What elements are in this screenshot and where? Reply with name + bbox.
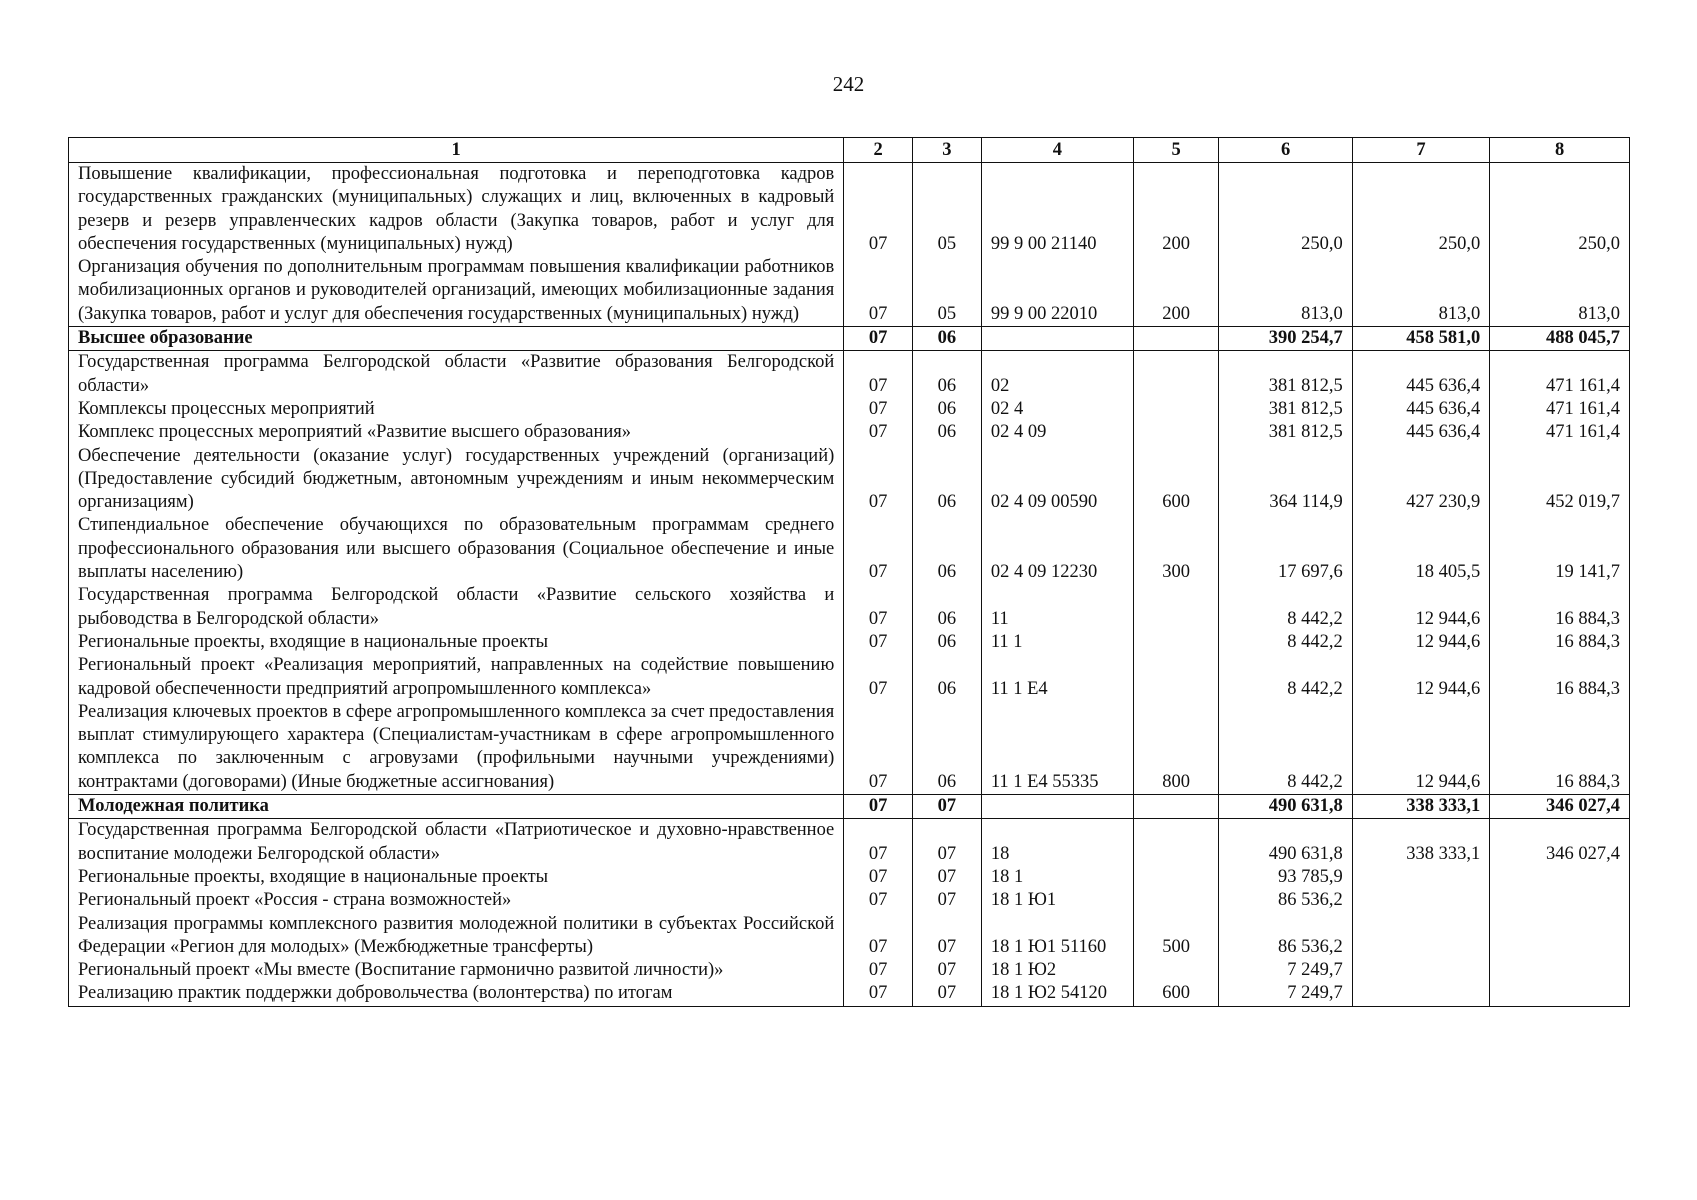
row-name: Региональные проекты, входящие в национальные проекты xyxy=(69,631,844,654)
expense-type-code xyxy=(1133,584,1218,631)
table-row xyxy=(69,701,1630,795)
amount-year-2: 445 636,4 xyxy=(1352,398,1490,421)
section-code: 07 xyxy=(844,351,913,398)
section-code: 07 xyxy=(844,398,913,421)
amount-year-1: 490 631,8 xyxy=(1219,795,1352,819)
section-code: 07 xyxy=(844,866,913,889)
target-article-code: 11 1 Е4 xyxy=(981,654,1133,701)
expense-type-code xyxy=(1133,654,1218,701)
target-article-code: 02 4 09 xyxy=(981,421,1133,444)
amount-year-1: 381 812,5 xyxy=(1219,351,1352,398)
amount-year-1: 7 249,7 xyxy=(1219,959,1352,982)
amount-year-3: 346 027,4 xyxy=(1490,795,1630,819)
amount-year-2: 427 230,9 xyxy=(1352,445,1490,515)
table-row xyxy=(69,163,1630,257)
column-header: 6 xyxy=(1219,138,1352,163)
section-code: 07 xyxy=(844,795,913,819)
amount-year-2: 12 944,6 xyxy=(1352,654,1490,701)
row-name: Стипендиальное обеспечение обучающихся по образовательным программам среднего профессионального образования или высшего образования (Социальное обеспечение и иные выплаты населению) xyxy=(69,514,844,584)
amount-year-3: 16 884,3 xyxy=(1490,631,1630,654)
table-row xyxy=(69,889,1630,912)
row-name: Региональный проект «Реализация мероприятий, направленных на содействие повышению кадровой обеспеченности предприятий агропромышленного комплекса» xyxy=(69,654,844,701)
amount-year-1: 17 697,6 xyxy=(1219,514,1352,584)
table-row xyxy=(69,913,1630,960)
section-code: 07 xyxy=(844,421,913,444)
target-article-code: 02 4 09 12230 xyxy=(981,514,1133,584)
expense-type-code: 800 xyxy=(1133,701,1218,795)
amount-year-3 xyxy=(1490,913,1630,960)
amount-year-2: 338 333,1 xyxy=(1352,819,1490,866)
subsection-code: 05 xyxy=(913,163,982,257)
section-code: 07 xyxy=(844,445,913,515)
amount-year-1: 7 249,7 xyxy=(1219,982,1352,1006)
subsection-code: 06 xyxy=(913,631,982,654)
amount-year-3: 471 161,4 xyxy=(1490,351,1630,398)
amount-year-2 xyxy=(1352,959,1490,982)
amount-year-2: 18 405,5 xyxy=(1352,514,1490,584)
target-article-code: 18 1 Ю1 xyxy=(981,889,1133,912)
amount-year-1: 8 442,2 xyxy=(1219,701,1352,795)
table-row xyxy=(69,819,1630,866)
amount-year-1: 381 812,5 xyxy=(1219,421,1352,444)
section-code: 07 xyxy=(844,631,913,654)
amount-year-3: 16 884,3 xyxy=(1490,654,1630,701)
row-name: Молодежная политика xyxy=(69,795,844,819)
target-article-code: 02 xyxy=(981,351,1133,398)
amount-year-2: 250,0 xyxy=(1352,163,1490,257)
amount-year-1: 86 536,2 xyxy=(1219,889,1352,912)
subsection-code: 07 xyxy=(913,819,982,866)
section-code: 07 xyxy=(844,327,913,351)
page-number: 242 xyxy=(832,72,865,96)
row-name: Государственная программа Белгородской области «Развитие образования Белгородской области» xyxy=(69,351,844,398)
expense-type-code xyxy=(1133,959,1218,982)
target-article-code xyxy=(981,327,1133,351)
header-row xyxy=(69,138,1630,163)
row-name: Реализация программы комплексного развития молодежной политики в субъектах Российской Федерации «Регион для молодых» (Межбюджетные трансферты) xyxy=(69,913,844,960)
amount-year-2 xyxy=(1352,982,1490,1006)
column-header: 4 xyxy=(981,138,1133,163)
subsection-code: 06 xyxy=(913,584,982,631)
expense-type-code xyxy=(1133,421,1218,444)
amount-year-2: 445 636,4 xyxy=(1352,421,1490,444)
amount-year-1: 813,0 xyxy=(1219,256,1352,326)
target-article-code: 99 9 00 21140 xyxy=(981,163,1133,257)
amount-year-2: 12 944,6 xyxy=(1352,584,1490,631)
row-name: Повышение квалификации, профессиональная подготовка и переподготовка кадров государственных гражданских (муниципальных) служащих и лиц, включенных в кадровый резерв и резерв управленческих кадров области (Закупка товаров, работ и услуг для обеспечения государственных (муниципальных) нужд) xyxy=(69,163,844,257)
target-article-code: 18 1 xyxy=(981,866,1133,889)
target-article-code: 18 1 Ю2 54120 xyxy=(981,982,1133,1006)
amount-year-1: 8 442,2 xyxy=(1219,654,1352,701)
row-name: Комплекс процессных мероприятий «Развитие высшего образования» xyxy=(69,421,844,444)
subsection-code: 06 xyxy=(913,654,982,701)
section-code: 07 xyxy=(844,256,913,326)
section-code: 07 xyxy=(844,889,913,912)
expense-type-code xyxy=(1133,398,1218,421)
section-code: 07 xyxy=(844,584,913,631)
row-name: Региональный проект «Россия - страна возможностей» xyxy=(69,889,844,912)
amount-year-2 xyxy=(1352,889,1490,912)
amount-year-1: 381 812,5 xyxy=(1219,398,1352,421)
subsection-code: 07 xyxy=(913,913,982,960)
amount-year-3: 19 141,7 xyxy=(1490,514,1630,584)
target-article-code: 02 4 xyxy=(981,398,1133,421)
row-name: Государственная программа Белгородской области «Развитие сельского хозяйства и рыбоводства в Белгородской области» xyxy=(69,584,844,631)
subsection-code: 07 xyxy=(913,982,982,1006)
amount-year-3: 452 019,7 xyxy=(1490,445,1630,515)
subsection-code: 06 xyxy=(913,398,982,421)
expense-type-code: 200 xyxy=(1133,256,1218,326)
subsection-code: 06 xyxy=(913,514,982,584)
section-row xyxy=(69,327,1630,351)
target-article-code: 11 1 xyxy=(981,631,1133,654)
expense-type-code: 600 xyxy=(1133,445,1218,515)
row-name: Реализация ключевых проектов в сфере агропромышленного комплекса за счет предоставления выплат стимулирующего характера (Специалистам-участникам в сфере агропромышленного комплекса по заключенным с агровузами (профильными научными учреждениями) контрактами (договорами) (Иные бюджетные ассигнования) xyxy=(69,701,844,795)
amount-year-3: 250,0 xyxy=(1490,163,1630,257)
expense-type-code xyxy=(1133,795,1218,819)
section-code: 07 xyxy=(844,514,913,584)
subsection-code: 07 xyxy=(913,959,982,982)
section-code: 07 xyxy=(844,701,913,795)
amount-year-1: 8 442,2 xyxy=(1219,631,1352,654)
table-row xyxy=(69,631,1630,654)
amount-year-3 xyxy=(1490,866,1630,889)
expense-type-code: 300 xyxy=(1133,514,1218,584)
table-row xyxy=(69,421,1630,444)
subsection-code: 07 xyxy=(913,866,982,889)
amount-year-3 xyxy=(1490,889,1630,912)
column-header: 1 xyxy=(69,138,844,163)
table-row xyxy=(69,654,1630,701)
amount-year-2: 12 944,6 xyxy=(1352,701,1490,795)
row-name: Региональный проект «Мы вместе (Воспитание гармонично развитой личности)» xyxy=(69,959,844,982)
table-row xyxy=(69,584,1630,631)
row-name: Обеспечение деятельности (оказание услуг) государственных учреждений (организаций) (Предоставление субсидий бюджетным, автономным учреждениям и иным некоммерческим организациям) xyxy=(69,445,844,515)
expense-type-code xyxy=(1133,631,1218,654)
subsection-code: 06 xyxy=(913,445,982,515)
target-article-code xyxy=(981,795,1133,819)
table-row xyxy=(69,959,1630,982)
column-header: 8 xyxy=(1490,138,1630,163)
amount-year-1: 364 114,9 xyxy=(1219,445,1352,515)
column-header: 5 xyxy=(1133,138,1218,163)
target-article-code: 11 1 Е4 55335 xyxy=(981,701,1133,795)
amount-year-2: 445 636,4 xyxy=(1352,351,1490,398)
target-article-code: 99 9 00 22010 xyxy=(981,256,1133,326)
column-header: 7 xyxy=(1352,138,1490,163)
amount-year-2: 338 333,1 xyxy=(1352,795,1490,819)
subsection-code: 07 xyxy=(913,889,982,912)
expense-type-code xyxy=(1133,889,1218,912)
target-article-code: 02 4 09 00590 xyxy=(981,445,1133,515)
row-name: Организация обучения по дополнительным программам повышения квалификации работников мобилизационных органов и руководителей организаций, имеющих мобилизационные задания (Закупка товаров, работ и услуг для обеспечения государственных (муниципальных) нужд) xyxy=(69,256,844,326)
amount-year-1: 86 536,2 xyxy=(1219,913,1352,960)
target-article-code: 18 1 Ю2 xyxy=(981,959,1133,982)
amount-year-1: 8 442,2 xyxy=(1219,584,1352,631)
amount-year-1: 490 631,8 xyxy=(1219,819,1352,866)
subsection-code: 06 xyxy=(913,701,982,795)
section-code: 07 xyxy=(844,959,913,982)
subsection-code: 06 xyxy=(913,421,982,444)
row-name: Комплексы процессных мероприятий xyxy=(69,398,844,421)
table-row xyxy=(69,398,1630,421)
section-code: 07 xyxy=(844,819,913,866)
amount-year-3: 813,0 xyxy=(1490,256,1630,326)
expense-type-code: 200 xyxy=(1133,163,1218,257)
row-name: Реализацию практик поддержки добровольчества (волонтерства) по итогам xyxy=(69,982,844,1006)
amount-year-3: 471 161,4 xyxy=(1490,421,1630,444)
row-name: Высшее образование xyxy=(69,327,844,351)
expense-type-code xyxy=(1133,327,1218,351)
target-article-code: 18 1 Ю1 51160 xyxy=(981,913,1133,960)
subsection-code: 06 xyxy=(913,351,982,398)
table-row xyxy=(69,256,1630,326)
amount-year-2 xyxy=(1352,913,1490,960)
section-code: 07 xyxy=(844,654,913,701)
column-header: 2 xyxy=(844,138,913,163)
row-name: Государственная программа Белгородской области «Патриотическое и духовно-нравственное воспитание молодежи Белгородской области» xyxy=(69,819,844,866)
budget-table xyxy=(68,137,1630,1007)
section-row xyxy=(69,795,1630,819)
target-article-code: 11 xyxy=(981,584,1133,631)
amount-year-3: 16 884,3 xyxy=(1490,701,1630,795)
expense-type-code xyxy=(1133,351,1218,398)
amount-year-3: 16 884,3 xyxy=(1490,584,1630,631)
amount-year-3 xyxy=(1490,959,1630,982)
subsection-code: 05 xyxy=(913,256,982,326)
subsection-code: 06 xyxy=(913,327,982,351)
amount-year-3: 488 045,7 xyxy=(1490,327,1630,351)
expense-type-code: 500 xyxy=(1133,913,1218,960)
amount-year-3 xyxy=(1490,982,1630,1006)
section-code: 07 xyxy=(844,982,913,1006)
section-code: 07 xyxy=(844,913,913,960)
amount-year-2: 458 581,0 xyxy=(1352,327,1490,351)
amount-year-3: 346 027,4 xyxy=(1490,819,1630,866)
expense-type-code xyxy=(1133,866,1218,889)
table-row xyxy=(69,351,1630,398)
table-row xyxy=(69,982,1630,1006)
expense-type-code: 600 xyxy=(1133,982,1218,1006)
amount-year-2 xyxy=(1352,866,1490,889)
amount-year-1: 93 785,9 xyxy=(1219,866,1352,889)
target-article-code: 18 xyxy=(981,819,1133,866)
table-row xyxy=(69,445,1630,515)
table-row xyxy=(69,514,1630,584)
amount-year-1: 250,0 xyxy=(1219,163,1352,257)
column-header: 3 xyxy=(913,138,982,163)
amount-year-2: 813,0 xyxy=(1352,256,1490,326)
amount-year-3: 471 161,4 xyxy=(1490,398,1630,421)
row-name: Региональные проекты, входящие в национальные проекты xyxy=(69,866,844,889)
amount-year-2: 12 944,6 xyxy=(1352,631,1490,654)
amount-year-1: 390 254,7 xyxy=(1219,327,1352,351)
subsection-code: 07 xyxy=(913,795,982,819)
section-code: 07 xyxy=(844,163,913,257)
expense-type-code xyxy=(1133,819,1218,866)
table-row xyxy=(69,866,1630,889)
